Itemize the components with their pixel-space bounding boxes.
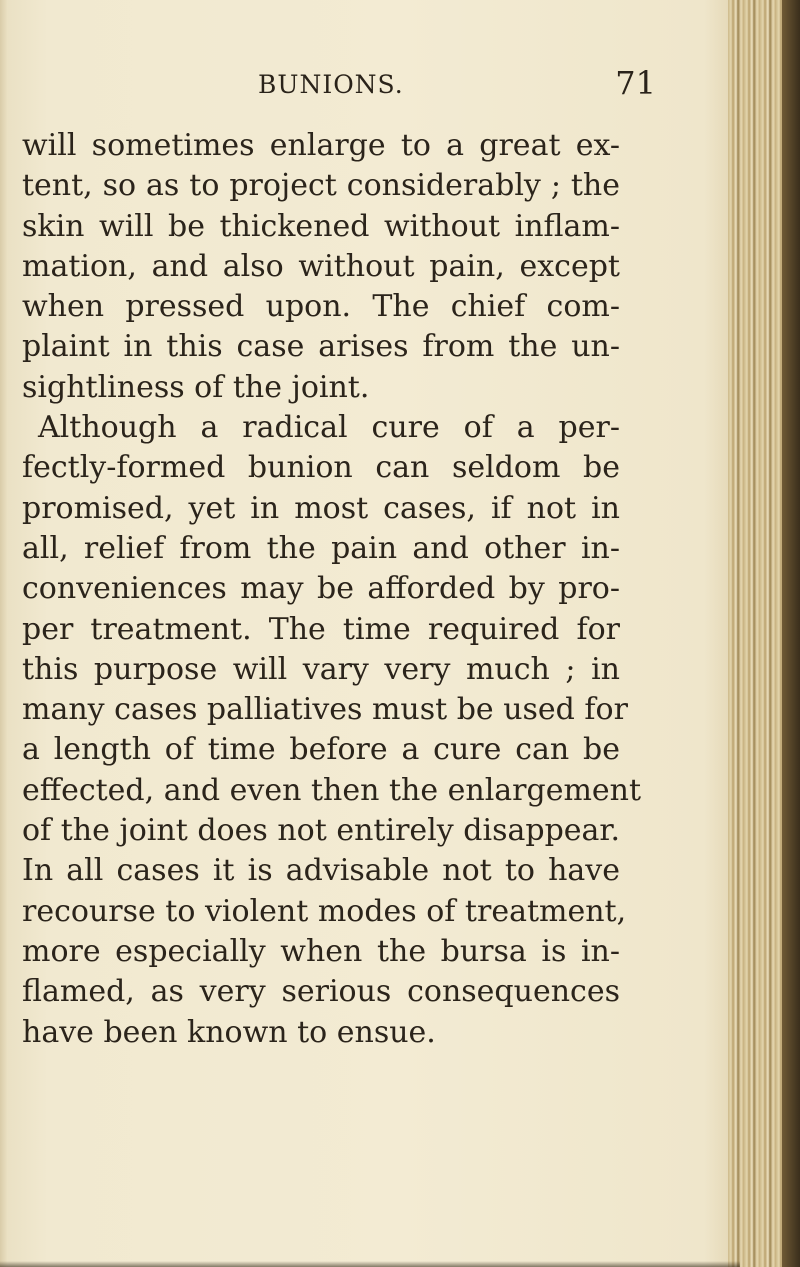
text-line: flamed, as very serious consequences: [22, 974, 620, 1010]
text-line: sightliness of the joint.: [22, 369, 370, 405]
text-line: will sometimes enlarge to a great ex-: [22, 128, 620, 163]
book-binding-shadow: [782, 0, 800, 1267]
text-line: per treatment. The time required for: [22, 611, 620, 647]
text-line: Although a radical cure of a per-: [38, 410, 620, 446]
page-bottom-shadow: [0, 1261, 740, 1267]
text-line: mation, and also without pain, except: [22, 248, 620, 284]
text-line: more especially when the bursa is in-: [22, 933, 620, 969]
page-left-edge: [0, 0, 8, 1267]
text-line: effected, and even then the enlargement: [22, 772, 642, 808]
text-line: skin will be thickened without inflam-: [22, 208, 620, 244]
text-line: a length of time before a cure can be: [22, 732, 620, 768]
text-line: conveniences may be afforded by pro-: [22, 571, 620, 607]
text-line: many cases palliatives must be used for: [22, 692, 628, 728]
text-line: when pressed upon. The chief com-: [22, 289, 620, 325]
text-line: tent, so as to project considerably ; the: [22, 168, 620, 204]
page-header: [20, 64, 656, 104]
text-line: plaint in this case arises from the un-: [22, 329, 620, 365]
text-line: this purpose will vary very much ; in: [22, 651, 620, 687]
text-line: recourse to violent modes of treatment,: [22, 893, 627, 929]
text-line: promised, yet in most cases, if not in: [22, 490, 620, 526]
text-line: all, relief from the pain and other in-: [22, 530, 620, 566]
running-title: BUNIONS.: [258, 70, 404, 99]
page-number: 71: [615, 64, 656, 102]
text-line: In all cases it is advisable not to have: [22, 853, 620, 889]
text-line: have been known to ensue.: [22, 1014, 436, 1050]
text-line: fectly-formed bunion can seldom be: [22, 450, 620, 486]
body-text: [22, 126, 722, 1053]
text-line: of the joint does not entirely disappear.: [22, 813, 620, 849]
